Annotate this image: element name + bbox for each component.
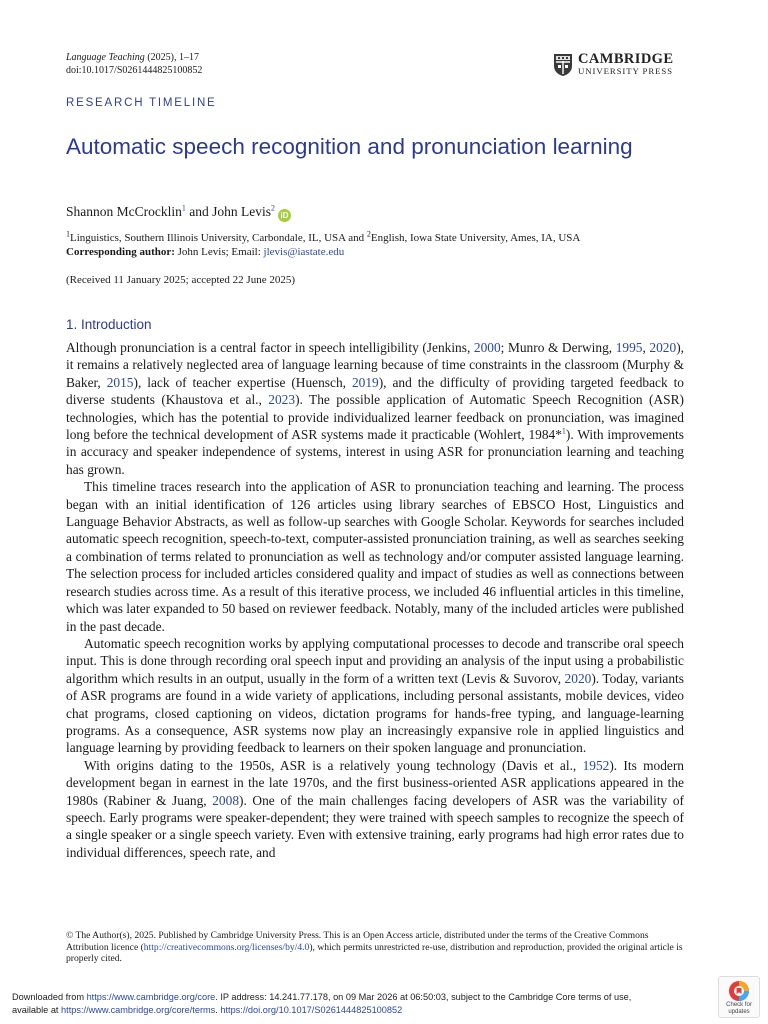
author-name[interactable]: John Levis bbox=[212, 204, 271, 219]
citation-link[interactable]: 2020 bbox=[649, 340, 677, 355]
journal-doi: doi:10.1017/S0261444825100852 bbox=[66, 65, 203, 76]
author-separator: and bbox=[185, 204, 213, 219]
endnote-link[interactable]: 1 bbox=[561, 426, 566, 436]
received-accepted-dates: (Received 11 January 2025; accepted 22 June 2025) bbox=[66, 274, 295, 286]
corresponding-author-text: John Levis; Email: bbox=[174, 246, 264, 258]
terms-link[interactable]: https://www.cambridge.org/core/terms bbox=[61, 1005, 216, 1015]
author-list bbox=[66, 204, 291, 222]
citation-link[interactable]: 1995 bbox=[615, 340, 643, 355]
corresponding-email-link[interactable]: jlevis@iastate.edu bbox=[263, 246, 345, 258]
paragraph: With origins dating to the 1950s, ASR is a relatively young technology (Davis et al., 1952). Its modern development began in earnest in the late 1970s, and the first business-oriented ASR applications appeared in the 1980s (Rabiner & Juang, 2008). One of the main challenges facing developers of ASR was the variability of speech. Early programs were speaker-dependent; they were trained with speech samples to recognize the speech of a single speaker or a single speech variety. Even with extensive training, early programs had high error rates due to individual differences, speech rate, and bbox=[66, 757, 684, 860]
article-type-label: RESEARCH TIMELINE bbox=[66, 97, 217, 109]
paragraph: This timeline traces research into the application of ASR to pronunciation teaching and learning. The process began with an initial identification of 126 articles using library searches of EBSCO Host, Linguistics and Language Behavior Abstracts, as well as follow-up searches with Google Scholar. Keywords for searches included automatic speech recognition, speech-to-text, computer-assisted pronunciation training, as well as searches seeking a combination of terms related to pronunciation as well as technology and/or computer assisted language learning. The selection process for included articles considered quality and impact of studies as well as connections between research studies across time. As a result of this iterative process, we included 46 influential articles in this timeline, which was later expanded to 50 based on reviewer feedback. Notably, many of the included articles were published in the past decade. bbox=[66, 479, 684, 634]
citation-link[interactable]: 2015 bbox=[106, 374, 134, 390]
affiliation-marker[interactable]: 1 bbox=[181, 203, 186, 213]
cambridge-shield-icon bbox=[553, 53, 573, 77]
citation-link[interactable]: 2023 bbox=[268, 392, 296, 408]
affiliations bbox=[66, 231, 580, 259]
license-link[interactable]: http://creativecommons.org/licenses/by/4.0 bbox=[143, 941, 310, 953]
journal-citation bbox=[66, 51, 202, 77]
crossmark-label: Check for updates bbox=[726, 1002, 752, 1015]
affiliation-text: English, Iowa State University, Ames, IA, USA bbox=[370, 232, 581, 244]
affiliation-number: 2 bbox=[366, 229, 371, 239]
author-name[interactable]: Shannon McCrocklin bbox=[66, 204, 182, 219]
citation-link[interactable]: 2019 bbox=[351, 374, 379, 390]
publisher-subname: UNIVERSITY PRESS bbox=[578, 66, 673, 76]
citation-link[interactable]: 2000 bbox=[473, 340, 501, 355]
journal-name: Language Teaching bbox=[66, 52, 145, 63]
paragraph: Automatic speech recognition works by applying computational processes to decode and transcribe oral speech input. This is done through recording oral speech input and providing an analysis of the input using a probabilistic algorithm which results in an output, usually in the form of a written text (Levis & Suvorov, 2020). Today, variants of ASR programs are found in a wide variety of applications, including personal assistants, mobile devices, video chat programs, closed captioning on videos, dictation programs for hands-free typing, and language-learning programs. As a consequence, ASR systems now play an increasingly expansive role in applied linguistics and language learning by providing feedback to learners on their spoken language and pronunciation. bbox=[66, 635, 684, 756]
publisher-name: CAMBRIDGE bbox=[578, 51, 674, 67]
citation-link[interactable]: 2008 bbox=[212, 792, 240, 808]
doi-link[interactable]: https://doi.org/10.1017/S0261444825100852 bbox=[220, 1005, 403, 1015]
affiliation-marker[interactable]: 2 bbox=[271, 203, 275, 213]
article-body bbox=[66, 339, 684, 861]
article-title: Automatic speech recognition and pronunciation learning bbox=[66, 134, 633, 159]
publisher-logo bbox=[553, 53, 673, 77]
citation-link[interactable]: 2020 bbox=[564, 670, 592, 686]
citation-link[interactable]: 1952 bbox=[582, 757, 610, 773]
affiliation-number: 1 bbox=[66, 229, 70, 239]
corresponding-author-label: Corresponding author: bbox=[66, 246, 175, 258]
orcid-icon[interactable]: iD bbox=[278, 209, 291, 222]
license-footnote: © The Author(s), 2025. Published by Cambridge University Press. This is an Open Access article, distributed under the terms of the Creative Commons Attribution licence (http://creativecommons.org/licenses/by/4.0), which permits unrestricted re-use, distribution and reproduction, provided the original article is properly cited. bbox=[66, 930, 683, 964]
check-for-updates-button[interactable] bbox=[718, 976, 760, 1018]
affiliation-text: Linguistics, Southern Illinois University, Carbondale, IL, USA and bbox=[70, 232, 367, 244]
journal-year-pages: (2025), 1–17 bbox=[144, 52, 199, 63]
cambridge-core-link[interactable]: https://www.cambridge.org/core bbox=[86, 992, 216, 1002]
paragraph: Although pronunciation is a central factor in speech intelligibility (Jenkins, 2000; Munro & Derwing, 1995, 2020), it remains a relatively neglected area of language learning because of time constraints in the classroom (Murphy & Baker, 2015), lack of teacher expertise (Huensch, 2019), and the difficulty of providing targeted feedback to diverse students (Khaustova et al., 2023). The possible application of Automatic Speech Recognition (ASR) technologies, which has the potential to provide individualized learner feedback on pronunciation, was imagined long before the technical development of ASR systems made it practicable (Wohlert, 1984*$^1$). With improvements in accuracy and speaker independence of systems, interest in using ASR for pronunciation learning and teaching has grown. bbox=[66, 340, 685, 477]
section-heading: 1. Introduction bbox=[66, 317, 152, 332]
crossmark-icon bbox=[728, 980, 750, 1002]
download-notice: Downloaded from https://www.cambridge.org/core. IP address: 14.241.77.178, on 09 Mar 2026 at 06:50:03, subject to the Cambridge Core terms of use, available at https://www.cambridge.org/core/terms. https://doi.org/10.1017/S0261444825100852 bbox=[12, 992, 632, 1015]
